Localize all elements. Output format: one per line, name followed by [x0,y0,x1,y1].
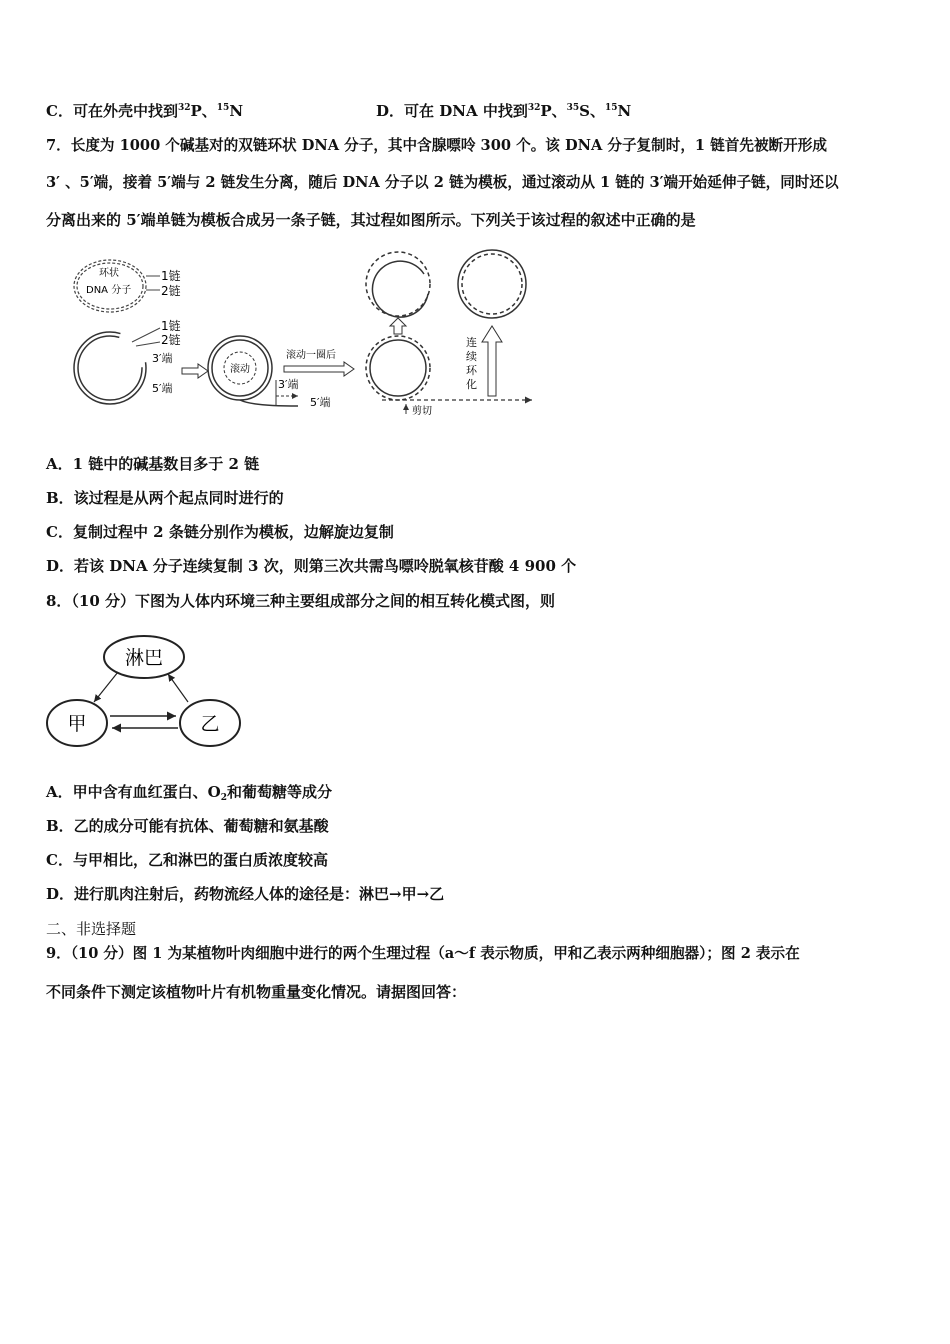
q7-option-c: C．复制过程中 2 条链分别作为模板，边解旋边复制 [46,523,394,541]
rolling-circle-figure [62,246,540,418]
chain2-label-b: 2链 [161,333,181,347]
continuous-label-2: 续 [466,350,477,363]
jia-label: 甲 [67,713,87,735]
replicated-ring-icon [366,336,532,400]
q8-stem: 8．（10 分）下图为人体内环境三种主要组成部分之间的相互转化模式图，则 [46,592,556,610]
process-arrow-icon [182,364,208,378]
body-fluid-figure [46,630,246,752]
section-heading: 二、非选择题 [46,920,137,938]
daughter-ring-right-icon [458,250,526,318]
after-roll-label: 滚动一圈后 [286,350,336,361]
end3-label: 3′端 [152,352,173,365]
q9-stem-line-2: 不同条件下测定该植物叶片有机物重量变化情况。请据图回答： [46,983,467,1001]
q6-option-c: C．可在外壳中找到$^{32}$P、$^{15}$N [46,102,244,120]
q8-option-b: B．乙的成分可能有抗体、葡萄糖和氨基酸 [46,817,329,835]
up-arrow-icon [390,318,406,334]
cut-label: 剪切 [412,406,432,417]
q7-stem-line-3: 分离出来的 5′端单链为模板合成另一条子链，其过程如图所示。下列关于该过程的叙述中正确的是 [46,211,696,229]
end5-label: 5′端 [152,382,173,395]
q7-option-b: B．该过程是从两个起点同时进行的 [46,489,284,507]
yi-to-lymph-arrow [168,674,188,702]
continuous-label-1: 连 [466,336,477,349]
open-ring-icon [74,332,146,404]
leader-line [136,342,160,346]
chain1-label-b: 1链 [161,319,181,333]
end5-label-b: 5′端 [310,396,331,409]
q8-option-d: D．进行肌肉注射后，药物流经人体的途径是：淋巴→甲→乙 [46,885,445,903]
ring-label-2: DNA 分子 [86,285,132,296]
q8-option-c: C．与甲相比，乙和淋巴的蛋白质浓度较高 [46,851,328,869]
q7-option-d: D．若该 DNA 分子连续复制 3 次，则第三次共需鸟嘌呤脱氧核苷酸 4 900 个 [46,557,577,575]
lymph-label: 淋巴 [124,647,164,669]
lymph-to-jia-arrow [94,672,118,702]
chain1-label: 1链 [161,269,181,283]
q7-option-a: A．1 链中的碱基数目多于 2 链 [46,455,260,473]
q9-stem-line-1: 9．（10 分）图 1 为某植物叶肉细胞中进行的两个生理过程（a～f 表示物质，甲和乙表示两种细胞器）；图 2 表示在 [46,945,800,962]
daughter-ring-left-icon [366,252,430,317]
q6-option-d: D．可在 DNA 中找到$^{32}$P、$^{35}$S、$^{15}$N [376,102,632,120]
q7-stem-line-2: 3′ 、5′端，接着 5′端与 2 链发生分离，随后 DNA 分子以 2 链为模板，通过滚动从 1 链的 3′端开始延伸子链，同时还以 [46,174,839,191]
rolling-label: 滚动 [230,364,250,375]
end3-label-b: 3′端 [278,378,299,391]
chain2-label: 2链 [161,284,181,298]
continuous-label-4: 化 [466,378,477,391]
process-arrow-icon [284,362,354,376]
ring-label-1: 环状 [99,268,119,279]
continuous-arrow-icon [482,326,502,396]
q8-option-a: A．甲中含有血红蛋白、$O_2$和葡萄糖等成分 [46,783,332,803]
leader-line [132,328,160,342]
yi-label: 乙 [200,713,220,735]
q7-stem-line-1: 7．长度为 1000 个碱基对的双链环状 DNA 分子，其中含腺嘌呤 300 个。该 DNA 分子复制时，1 链首先被断开形成 [46,137,827,154]
continuous-label-3: 环 [466,364,477,377]
